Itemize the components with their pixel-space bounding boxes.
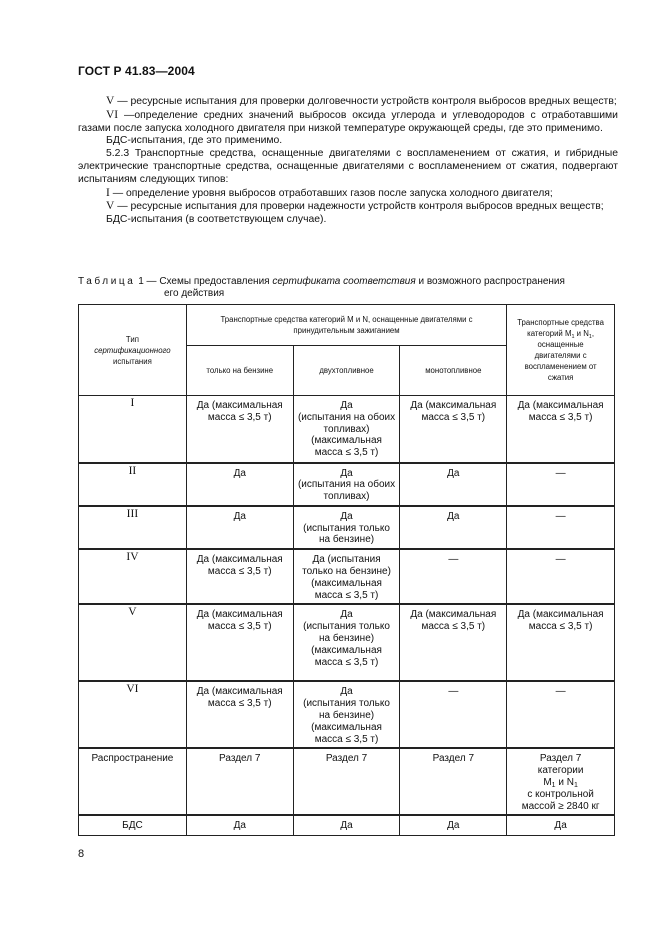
- bds-cell: Да: [293, 815, 400, 835]
- cell-line: —: [448, 554, 459, 566]
- cell-line: масса ≤ 3,5 т): [207, 411, 272, 423]
- cell-line: (максимальная: [311, 435, 382, 447]
- header-text: категорий M: [527, 329, 572, 338]
- cell-line: (испытания только: [303, 621, 390, 633]
- caption-line-1: [78, 276, 618, 288]
- cell-line: массой ≥ 2840 кг: [521, 800, 600, 812]
- cell-line: топливах): [323, 491, 370, 503]
- cell-line: (максимальная: [311, 721, 382, 733]
- header-line: испытания: [113, 356, 152, 366]
- cell-line: Да: [340, 686, 353, 698]
- paragraph-text: — ресурсные испытания для проверки долговечности устройств контроля выбросов вредных веществ;: [114, 96, 617, 107]
- cell-line: масса ≤ 3,5 т): [314, 656, 379, 668]
- header-test-type: [79, 305, 187, 396]
- cell-text: M: [543, 777, 552, 789]
- cell-line: Да (максимальная: [196, 400, 283, 411]
- table-cell: [293, 506, 400, 549]
- cell-line: (испытания на обоих: [297, 411, 396, 423]
- cell-line: масса ≤ 3,5 т): [314, 447, 379, 459]
- cell-line: —: [555, 686, 566, 698]
- table-cell: [293, 463, 400, 506]
- cell-line: масса ≤ 3,5 т): [207, 698, 272, 710]
- table-cell: [507, 681, 615, 748]
- table-cell: [400, 549, 507, 604]
- header-spark-ignition-group: Транспортные средства категорий M и N, оснащенные двигателями с принудительным зажиганием: [186, 305, 506, 346]
- cell-line: Да: [233, 467, 246, 479]
- roman-numeral: VI: [106, 108, 119, 121]
- table-cell: [186, 463, 293, 506]
- table-cell: [400, 506, 507, 549]
- roman-numeral: I: [106, 186, 110, 199]
- cell-line: Да: [340, 510, 353, 522]
- extension-cell: Раздел 7: [293, 748, 400, 815]
- caption-number: 1 — Схемы предоставления: [135, 276, 273, 287]
- cell-line: масса ≤ 3,5 т): [314, 733, 379, 745]
- caption-label: Таблица: [78, 276, 136, 287]
- table-row: [79, 506, 615, 549]
- test-type-cell: VI: [79, 681, 187, 748]
- paragraph-bds-2: БДС-испытания (в соответствующем случае).: [106, 214, 327, 226]
- table-row: [79, 681, 615, 748]
- cell-line: топливах): [323, 423, 370, 435]
- table-cell: [186, 681, 293, 748]
- subscript: 1: [573, 782, 578, 790]
- cell-line: (испытания только: [303, 698, 390, 710]
- table-cell: [400, 604, 507, 681]
- header-line: сжатия: [547, 373, 574, 382]
- paragraph-test-v-2: [78, 200, 618, 214]
- table-cell: [293, 549, 400, 604]
- table-cell: [186, 604, 293, 681]
- bds-cell: Да: [507, 815, 615, 835]
- table-cell: [186, 506, 293, 549]
- cell-line: Да: [447, 510, 460, 522]
- bds-cell: Да: [186, 815, 293, 835]
- table-cell: [186, 396, 293, 463]
- cell-line: Да (максимальная: [410, 609, 497, 621]
- table-cell: [507, 549, 615, 604]
- cell-line: —: [555, 510, 566, 522]
- cell-line: категории: [537, 765, 584, 777]
- paragraph-text: —определение средних значений выбросов оксида углерода и углеводородов с отработавшими газами после запуска холодного двигателя при низкой температуре окружающей среды, где это применимо.: [78, 109, 618, 134]
- cell-line: (максимальная: [311, 577, 382, 589]
- header-line: [510, 328, 611, 339]
- cell-line: Раздел 7: [539, 753, 582, 765]
- table-body: [79, 396, 615, 749]
- cell-line: масса ≤ 3,5 т): [207, 566, 272, 578]
- cell-line: на бензине): [318, 710, 375, 722]
- cell-line: Да (максимальная: [196, 686, 283, 698]
- cell-line: масса ≤ 3,5 т): [528, 621, 593, 633]
- cell-line: Да (максимальная: [517, 400, 604, 411]
- header-line: воспламенением от: [524, 362, 597, 371]
- paragraph-test-v: [78, 95, 618, 109]
- table-cell: [293, 681, 400, 748]
- subscript: 1: [588, 334, 592, 340]
- header-line: Тип: [125, 334, 139, 344]
- table-cell: [507, 396, 615, 463]
- cell-line: —: [555, 554, 566, 566]
- cell-line: (испытания на обоих: [297, 479, 396, 491]
- header-line: Транспортные средства: [517, 318, 604, 327]
- header-line: двигателями с: [534, 351, 587, 360]
- cell-line: масса ≤ 3,5 т): [207, 621, 272, 633]
- cell-line: Да (максимальная: [196, 609, 283, 621]
- test-type-cell: III: [79, 506, 187, 549]
- caption-rest: и возможного распространения: [415, 276, 565, 287]
- test-type-cell: V: [79, 604, 187, 681]
- table-row: [79, 396, 615, 463]
- table-row: [79, 549, 615, 604]
- table-cell: [400, 463, 507, 506]
- body-text: [78, 95, 618, 227]
- cell-line: Да: [340, 400, 353, 411]
- header-petrol-only: только на бензине: [186, 346, 293, 396]
- paragraph-text: — определение уровня выбросов отработавших газов после запуска холодного двигателя;: [109, 187, 553, 199]
- extension-cell: Раздел 7: [400, 748, 507, 815]
- cell-line: Да: [233, 510, 246, 522]
- cell-line: —: [555, 467, 566, 479]
- header-line: оснащенные: [537, 340, 584, 349]
- cell-line: Да (максимальная: [410, 400, 497, 411]
- cell-line: (испытания только: [303, 522, 390, 534]
- table-row: [79, 463, 615, 506]
- extension-label: Распространение: [79, 748, 187, 815]
- cell-line: масса ≤ 3,5 т): [421, 621, 486, 633]
- table-cell: [507, 463, 615, 506]
- cell-line: Да (максимальная: [517, 609, 604, 621]
- cell-line: на бензине): [318, 534, 375, 546]
- certificate-table: [78, 304, 615, 836]
- cell-text: и N: [555, 777, 574, 789]
- header-bi-fuel: двухтопливное: [293, 346, 400, 396]
- table-cell: [293, 396, 400, 463]
- roman-numeral: V: [106, 95, 115, 107]
- cell-line: (максимальная: [311, 644, 382, 656]
- cell-line: на бензине): [318, 633, 375, 645]
- table-cell: [507, 506, 615, 549]
- header-compression-ignition: [507, 305, 615, 396]
- table-cell: [507, 604, 615, 681]
- bds-cell: Да: [400, 815, 507, 835]
- cell-line: Да: [340, 609, 353, 621]
- table-row: [79, 604, 615, 681]
- page-number: 8: [78, 848, 85, 860]
- cell-line: масса ≤ 3,5 т): [314, 589, 379, 601]
- cell-line: Да (максимальная: [196, 554, 283, 566]
- table-cell: [400, 681, 507, 748]
- paragraph-text: — ресурсные испытания для проверки надежности устройств контроля выбросов вредных веществ;: [114, 201, 604, 213]
- subscript: 1: [571, 334, 575, 340]
- extension-cell-ci: [507, 748, 615, 815]
- subscript: 1: [551, 782, 556, 790]
- table-cell: [293, 604, 400, 681]
- roman-numeral: V: [106, 200, 115, 213]
- test-type-cell: IV: [79, 549, 187, 604]
- table-caption: [78, 276, 618, 300]
- header-line: сертификационного: [94, 345, 171, 355]
- cell-line: —: [448, 686, 459, 698]
- cell-line: только на бензине): [302, 566, 391, 578]
- cell-line: масса ≤ 3,5 т): [528, 411, 593, 423]
- test-type-cell: II: [79, 463, 187, 506]
- table-header-row-1: [79, 305, 615, 346]
- paragraph-bds: БДС-испытания, где это применимо.: [106, 135, 283, 147]
- document-code: ГОСТ Р 41.83—2004: [78, 64, 195, 78]
- table-cell: [186, 549, 293, 604]
- bds-label: БДС: [79, 815, 187, 835]
- paragraph-test-i: [78, 187, 618, 201]
- header-text: и N: [574, 329, 589, 338]
- test-type-cell: I: [79, 396, 187, 463]
- paragraph-5-2-3: 5.2.3 Транспортные средства, оснащенные двигателями с воспламенением от сжатия, и гибридные электрические транспортные средства, оснащенные двигателями с воспламенением от сжатия, подвергают испытаниям следующих типов:: [78, 148, 618, 185]
- header-text: ,: [591, 329, 595, 338]
- extension-row: [79, 748, 615, 815]
- caption-italic: сертификата соответствия: [272, 276, 416, 287]
- header-mono-fuel: монотопливное: [400, 346, 507, 396]
- cell-line: с контрольной: [527, 788, 594, 800]
- cell-line: Да: [447, 467, 460, 479]
- bds-row: [79, 815, 615, 835]
- caption-line-2: его действия: [164, 288, 225, 299]
- cell-line: [510, 777, 611, 789]
- extension-cell: Раздел 7: [186, 748, 293, 815]
- cell-line: Да: [340, 467, 353, 479]
- cell-line: Да (испытания: [312, 554, 381, 566]
- cell-line: масса ≤ 3,5 т): [421, 411, 486, 423]
- table-cell: [400, 396, 507, 463]
- paragraph-test-vi: [78, 109, 618, 136]
